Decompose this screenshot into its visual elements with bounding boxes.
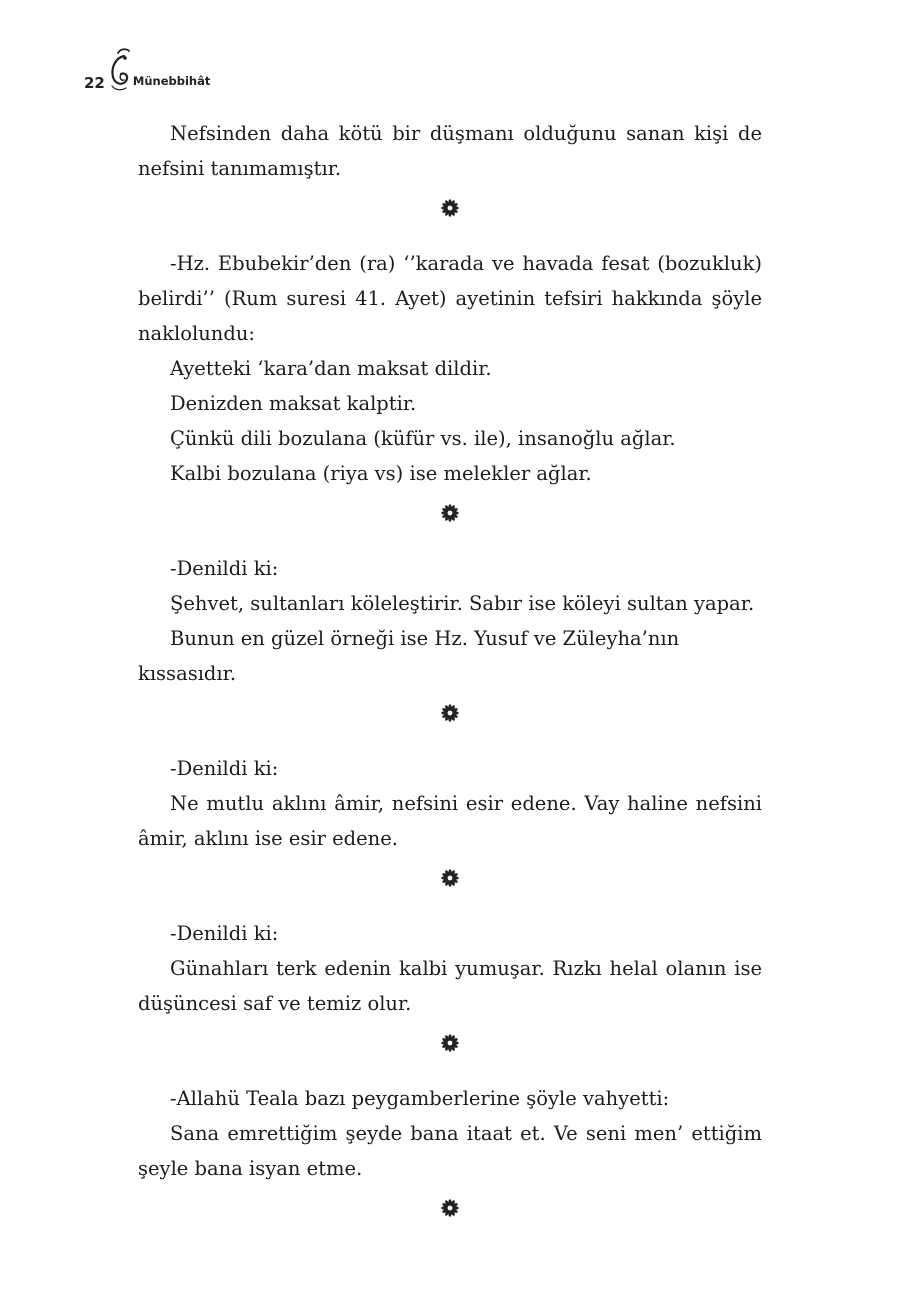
paragraph: Çünkü dili bozulana (küfür vs. ile), insanoğlu ağlar. — [170, 427, 676, 450]
section-separator — [138, 699, 762, 725]
text-section — [138, 246, 762, 491]
text-section — [138, 551, 762, 691]
paragraph: -Hz. Ebubekir’den (ra) ‘’karada ve havada fesat (bozukluk) belirdi’’ (Rum suresi 41. Ayet) ayetinin tefsiri hakkında şöyle naklolundu: — [138, 252, 762, 345]
paragraph: -Denildi ki: — [170, 757, 279, 780]
floral-ornament-icon — [440, 868, 460, 888]
page-body — [138, 116, 762, 1246]
paragraph: Bunun en güzel örneği ise Hz. Yusuf ve Züleyha’nın kıssasıdır. — [138, 627, 680, 685]
paragraph: -Allahü Teala bazı peygamberlerine şöyle vahyetti: — [170, 1087, 670, 1110]
running-header — [84, 46, 210, 96]
paragraph: Ne mutlu aklını âmir, nefsini esir edene. Vay haline nefsini âmir, aklını ise esir edene. — [138, 792, 762, 850]
section-separator — [138, 499, 762, 525]
paragraph: Denizden maksat kalptir. — [170, 392, 417, 415]
paragraph: -Denildi ki: — [170, 557, 279, 580]
text-section — [138, 751, 762, 856]
floral-ornament-icon — [440, 503, 460, 523]
text-section — [138, 116, 762, 186]
paragraph: -Denildi ki: — [170, 922, 279, 945]
section-separator — [138, 194, 762, 220]
section-separator — [138, 1029, 762, 1055]
floral-ornament-icon — [440, 198, 460, 218]
paragraph: Ayetteki ‘kara’dan maksat dildir. — [170, 357, 492, 380]
section-separator — [138, 864, 762, 890]
page-number: 22 — [84, 74, 105, 92]
paragraph: Günahları terk edenin kalbi yumuşar. Rızkı helal olanın ise düşüncesi saf ve temiz olur. — [138, 957, 762, 1015]
paragraph: Sana emrettiğim şeyde bana itaat et. Ve seni men’ ettiğim şeyle bana isyan etme. — [138, 1122, 762, 1180]
paragraph: Nefsinden daha kötü bir düşmanı olduğunu sanan kişi de nefsini tanımamıştır. — [138, 122, 762, 180]
paragraph: Şehvet, sultanları köleleştirir. Sabır ise köleyi sultan yapar. — [170, 592, 755, 615]
text-section — [138, 1081, 762, 1186]
section-separator — [138, 1194, 762, 1220]
text-section — [138, 916, 762, 1021]
floral-ornament-icon — [440, 703, 460, 723]
book-title: Münebbihât — [132, 74, 211, 88]
calligraphy-flourish-icon — [107, 46, 133, 96]
floral-ornament-icon — [440, 1198, 460, 1218]
paragraph: Kalbi bozulana (riya vs) ise melekler ağlar. — [170, 462, 592, 485]
floral-ornament-icon — [440, 1033, 460, 1053]
